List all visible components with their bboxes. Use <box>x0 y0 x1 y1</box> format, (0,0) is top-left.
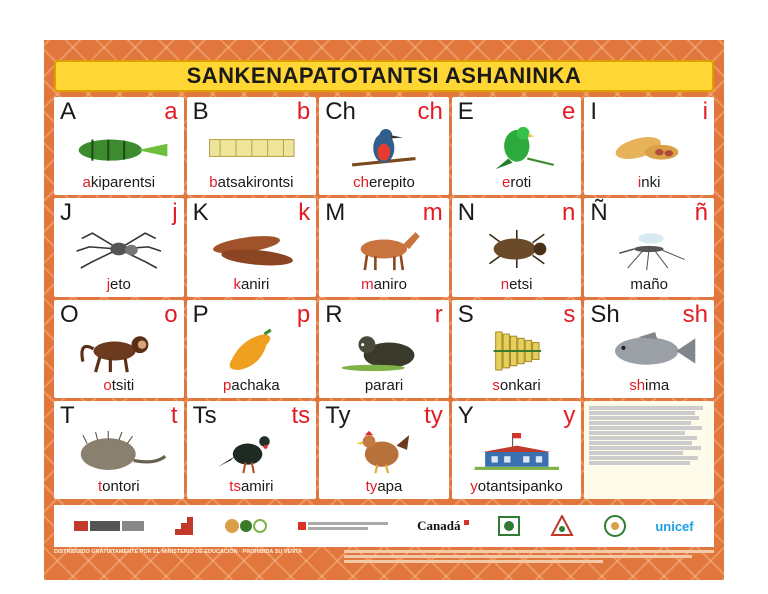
letter-cell-n <box>452 198 582 296</box>
word-label: batsakirontsi <box>209 174 294 192</box>
word-label: jeto <box>106 275 131 293</box>
word-label: maño <box>630 275 668 293</box>
mosquito-icon <box>596 226 702 272</box>
uppercase-letter: N <box>457 199 476 227</box>
monkey-icon <box>66 328 172 374</box>
poster <box>44 40 724 580</box>
word-label: sonkari <box>492 376 541 394</box>
lowercase-letter: i <box>702 98 708 125</box>
canada-wordmark: Canadá <box>417 518 468 534</box>
lowercase-letter: t <box>170 401 178 429</box>
word-label: tyapa <box>365 478 403 495</box>
uppercase-letter: B <box>192 98 209 125</box>
uppercase-letter: M <box>325 199 346 227</box>
kingfisher-icon <box>331 125 437 171</box>
credits-fine-print <box>589 406 709 465</box>
letter-cell-b <box>187 97 317 195</box>
uppercase-letter: Ty <box>325 401 351 429</box>
title-banner <box>54 60 714 92</box>
lowercase-letter: m <box>422 199 443 227</box>
peanut-icon <box>596 125 702 171</box>
letter-cell-k <box>187 198 317 296</box>
lowercase-letter: b <box>296 98 311 125</box>
letter-cell-j <box>54 198 184 296</box>
distribution-notice: DISTRIBUIDO GRATUITAMENTE POR EL MINISTERIO DE EDUCACIÓN · PROHIBIDA SU VENTA <box>54 549 303 555</box>
ola-logo <box>224 515 270 537</box>
word-label: pachaka <box>223 376 280 394</box>
lowercase-letter: n <box>562 199 576 227</box>
spider-icon <box>66 226 172 272</box>
letter-cell-m <box>319 198 449 296</box>
porcupine-icon <box>66 429 172 475</box>
word-label: netsi <box>500 275 533 293</box>
school-house-icon <box>464 429 570 475</box>
round-seal-logo <box>603 515 627 537</box>
letter-cell-t <box>54 401 184 499</box>
uppercase-letter: Sh <box>590 300 620 328</box>
hen-icon <box>331 429 437 475</box>
squash-icon <box>199 328 305 374</box>
uppercase-letter: J <box>60 199 72 227</box>
letter-cell-e <box>452 97 582 195</box>
word-label: tsamiri <box>229 478 274 495</box>
uppercase-letter: T <box>60 401 75 429</box>
word-label: yotantsipanko <box>470 478 563 495</box>
letter-cell-p <box>187 300 317 398</box>
uppercase-letter: O <box>60 300 79 328</box>
guan-bird-icon <box>199 429 305 475</box>
lowercase-letter: r <box>434 300 443 328</box>
uppercase-letter: K <box>192 199 209 227</box>
woven-belt-icon <box>199 125 305 171</box>
canada-agency-logo <box>298 519 388 533</box>
fish-icon <box>596 328 702 374</box>
bundle-icon <box>66 125 172 171</box>
uppercase-letter: Ñ <box>590 199 608 227</box>
green-seal-logo <box>497 515 521 537</box>
lowercase-letter: sh <box>682 300 708 328</box>
lowercase-letter: ty <box>424 401 443 429</box>
letter-cell-s <box>452 300 582 398</box>
word-label: parari <box>364 376 404 394</box>
word-label: shima <box>629 376 670 394</box>
deer-icon <box>331 226 437 272</box>
lowercase-letter: ts <box>291 401 311 429</box>
letter-cell-i <box>584 97 714 195</box>
lowercase-letter: ñ <box>694 199 708 227</box>
sponsor-logos <box>54 505 714 547</box>
uppercase-letter: Y <box>457 401 474 429</box>
letter-cell-r <box>319 300 449 398</box>
lowercase-letter: a <box>164 98 178 125</box>
letter-cell-ts <box>187 401 317 499</box>
uppercase-letter: I <box>590 98 598 125</box>
otter-icon <box>331 328 437 374</box>
uppercase-letter: R <box>325 300 343 328</box>
alphabet-grid <box>54 97 714 499</box>
letter-cell-ch <box>319 97 449 195</box>
uppercase-letter: P <box>192 300 209 328</box>
lowercase-letter: k <box>298 199 311 227</box>
ministry-logo <box>74 519 144 533</box>
word-label: cherepito <box>353 174 415 192</box>
lowercase-letter: e <box>562 98 576 125</box>
publisher-fine-print <box>344 549 714 565</box>
word-label: otsiti <box>103 376 135 394</box>
uppercase-letter: E <box>457 98 474 125</box>
lowercase-letter: ch <box>417 98 443 125</box>
letter-cell-o <box>54 300 184 398</box>
lowercase-letter: o <box>164 300 178 328</box>
letter-cell-sh <box>584 300 714 398</box>
credits-box <box>584 401 714 499</box>
beetle-icon <box>464 226 570 272</box>
lowercase-letter: p <box>296 300 311 328</box>
letter-cell-y <box>452 401 582 499</box>
uppercase-letter: A <box>60 98 77 125</box>
unicef-logo: unicef <box>655 518 694 534</box>
uppercase-letter: Ts <box>192 401 217 429</box>
letter-cell-a <box>54 97 184 195</box>
word-label: inki <box>637 174 661 192</box>
stairs-logo <box>173 515 195 537</box>
word-label: eroti <box>502 174 532 192</box>
parrot-icon <box>464 125 570 171</box>
lowercase-letter: s <box>563 300 576 328</box>
word-label: tontori <box>97 478 140 495</box>
poster-title: SANKENAPATOTANTSI ASHANINKA <box>186 63 582 88</box>
letter-cell-ty <box>319 401 449 499</box>
lowercase-letter: y <box>563 401 576 429</box>
word-label: maniro <box>361 275 407 293</box>
word-label: kaniri <box>233 275 270 293</box>
panpipe-icon <box>464 328 570 374</box>
emblem-logo <box>550 515 574 537</box>
cassava-icon <box>199 226 305 272</box>
word-label: akiparentsi <box>82 174 156 192</box>
uppercase-letter: S <box>457 300 474 328</box>
uppercase-letter: Ch <box>325 98 356 125</box>
letter-cell-enye <box>584 198 714 296</box>
lowercase-letter: j <box>172 199 178 227</box>
